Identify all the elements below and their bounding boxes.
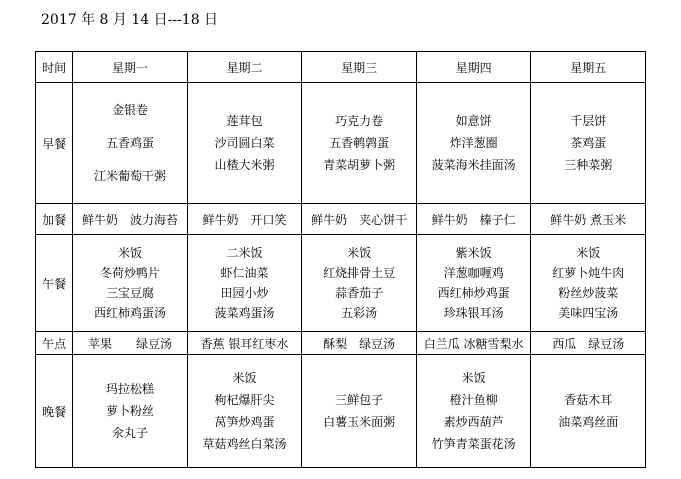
menu-item: 红烧排骨土豆: [323, 266, 396, 280]
tea-cell-tue: 香蕉 银耳红枣水: [187, 332, 302, 355]
menu-item: 萝卜粉丝: [105, 404, 154, 418]
menu-item: 五香鸡蛋: [105, 135, 154, 150]
menu-item: 莴笋炒鸡蛋: [214, 415, 275, 429]
menu-item: 玛拉松糕: [105, 382, 154, 396]
header-row: [36, 52, 646, 83]
lunch-cell-tue: [187, 235, 302, 332]
menu-item: 竹笋青菜蛋花汤: [431, 437, 516, 451]
menu-item: 田园小炒: [220, 286, 269, 300]
day-header-thu: 星期四: [416, 52, 531, 83]
menu-item: 白薯玉米面粥: [323, 415, 396, 429]
menu-item: 枸杞爆肝尖: [214, 393, 275, 407]
menu-item: 千层饼: [570, 114, 607, 128]
dinner-cell-fri: [531, 355, 646, 468]
menu-item: 香菇木耳: [564, 393, 613, 407]
menu-item: 五彩汤: [341, 306, 378, 320]
menu-item: 米饭: [117, 246, 142, 260]
breakfast-row: [36, 83, 646, 204]
menu-item: 炸洋葱圈: [449, 136, 498, 150]
tea-cell-fri: 西瓜 绿豆汤: [531, 332, 646, 355]
menu-item: 红萝卜炖牛肉: [552, 266, 625, 280]
menu-item: 西红柿炒鸡蛋: [437, 286, 510, 300]
breakfast-cell-thu: [416, 83, 531, 204]
menu-item: 草菇鸡丝白菜汤: [202, 437, 287, 451]
menu-item: 青菜胡萝卜粥: [323, 158, 396, 172]
menu-item: 沙司圆白菜: [214, 136, 275, 150]
weekly-menu-table: [35, 51, 646, 468]
menu-item: 油菜鸡丝面: [558, 415, 619, 429]
menu-item: 三种菜粥: [564, 158, 613, 172]
lunch-label: 午餐: [36, 235, 73, 332]
dinner-cell-tue: [187, 355, 302, 468]
lunch-row: [36, 235, 646, 332]
menu-item: 珍珠银耳汤: [443, 306, 504, 320]
dinner-row: [36, 355, 646, 468]
snack-cell-wed: 鲜牛奶 夹心饼干: [302, 204, 417, 235]
menu-item: 巧克力卷: [335, 114, 384, 128]
menu-item: 橙汁鱼柳: [449, 393, 498, 407]
menu-item: 素炒西葫芦: [443, 415, 504, 429]
day-header-tue: 星期二: [187, 52, 302, 83]
snack-cell-tue: 鲜牛奶 开口笑: [187, 204, 302, 235]
menu-item: 米饭: [232, 371, 257, 385]
tea-cell-mon: 苹果 绿豆汤: [73, 332, 188, 355]
day-header-wed: 星期三: [302, 52, 417, 83]
menu-item: 虾仁油菜: [220, 266, 269, 280]
breakfast-cell-mon: [73, 83, 188, 204]
menu-item: 菠菜鸡蛋汤: [214, 306, 275, 320]
menu-item: 紫米饭: [455, 246, 492, 260]
day-header-mon: 星期一: [73, 52, 188, 83]
lunch-cell-mon: [73, 235, 188, 332]
lunch-cell-wed: [302, 235, 417, 332]
menu-item: 米饭: [576, 246, 601, 260]
lunch-cell-fri: [531, 235, 646, 332]
breakfast-cell-wed: [302, 83, 417, 204]
menu-item: 冬荷炒鸭片: [99, 266, 160, 280]
menu-item: 米饭: [347, 246, 372, 260]
breakfast-cell-tue: [187, 83, 302, 204]
menu-item: 米饭: [461, 371, 486, 385]
snack-cell-mon: 鲜牛奶 波力海苔: [73, 204, 188, 235]
menu-item: 氽丸子: [111, 426, 148, 440]
menu-item: 西红柿鸡蛋汤: [93, 306, 166, 320]
menu-item: 粉丝炒菠菜: [558, 286, 619, 300]
menu-item: 如意饼: [455, 114, 492, 128]
snack-cell-thu: 鲜牛奶 榛子仁: [416, 204, 531, 235]
menu-item: 山楂大米粥: [214, 158, 275, 172]
tea-cell-wed: 酥梨 绿豆汤: [302, 332, 417, 355]
snack-row: [36, 204, 646, 235]
breakfast-cell-fri: [531, 83, 646, 204]
page-title: 2017 年 8 月 14 日---18 日: [41, 12, 219, 28]
lunch-cell-thu: [416, 235, 531, 332]
menu-item: 三宝豆腐: [105, 286, 154, 300]
dinner-cell-mon: [73, 355, 188, 468]
breakfast-label: 早餐: [36, 83, 73, 204]
snack-cell-fri: 鲜牛奶 煮玉米: [531, 204, 646, 235]
menu-item: 三鲜包子: [335, 393, 384, 407]
dinner-cell-thu: [416, 355, 531, 468]
tea-label: 午点: [36, 332, 73, 355]
menu-item: 茶鸡蛋: [570, 136, 607, 150]
menu-item: 金银卷: [111, 102, 148, 117]
menu-item: 二米饭: [226, 246, 263, 260]
menu-item: 五香鹌鹑蛋: [329, 136, 390, 150]
time-header: 时间: [36, 52, 73, 83]
menu-item: 美味四宝汤: [558, 306, 619, 320]
menu-item: 蒜香茄子: [335, 286, 384, 300]
dinner-label: 晚餐: [36, 355, 73, 468]
snack-label: 加餐: [36, 204, 73, 235]
tea-cell-thu: 白兰瓜 冰糖雪梨水: [416, 332, 531, 355]
menu-item: 江米葡萄干粥: [93, 168, 166, 183]
menu-item: 洋葱咖喱鸡: [443, 266, 504, 280]
day-header-fri: 星期五: [531, 52, 646, 83]
menu-item: 菠菜海米挂面汤: [431, 158, 516, 172]
tea-row: [36, 332, 646, 355]
menu-item: 莲茸包: [226, 114, 263, 128]
dinner-cell-wed: [302, 355, 417, 468]
